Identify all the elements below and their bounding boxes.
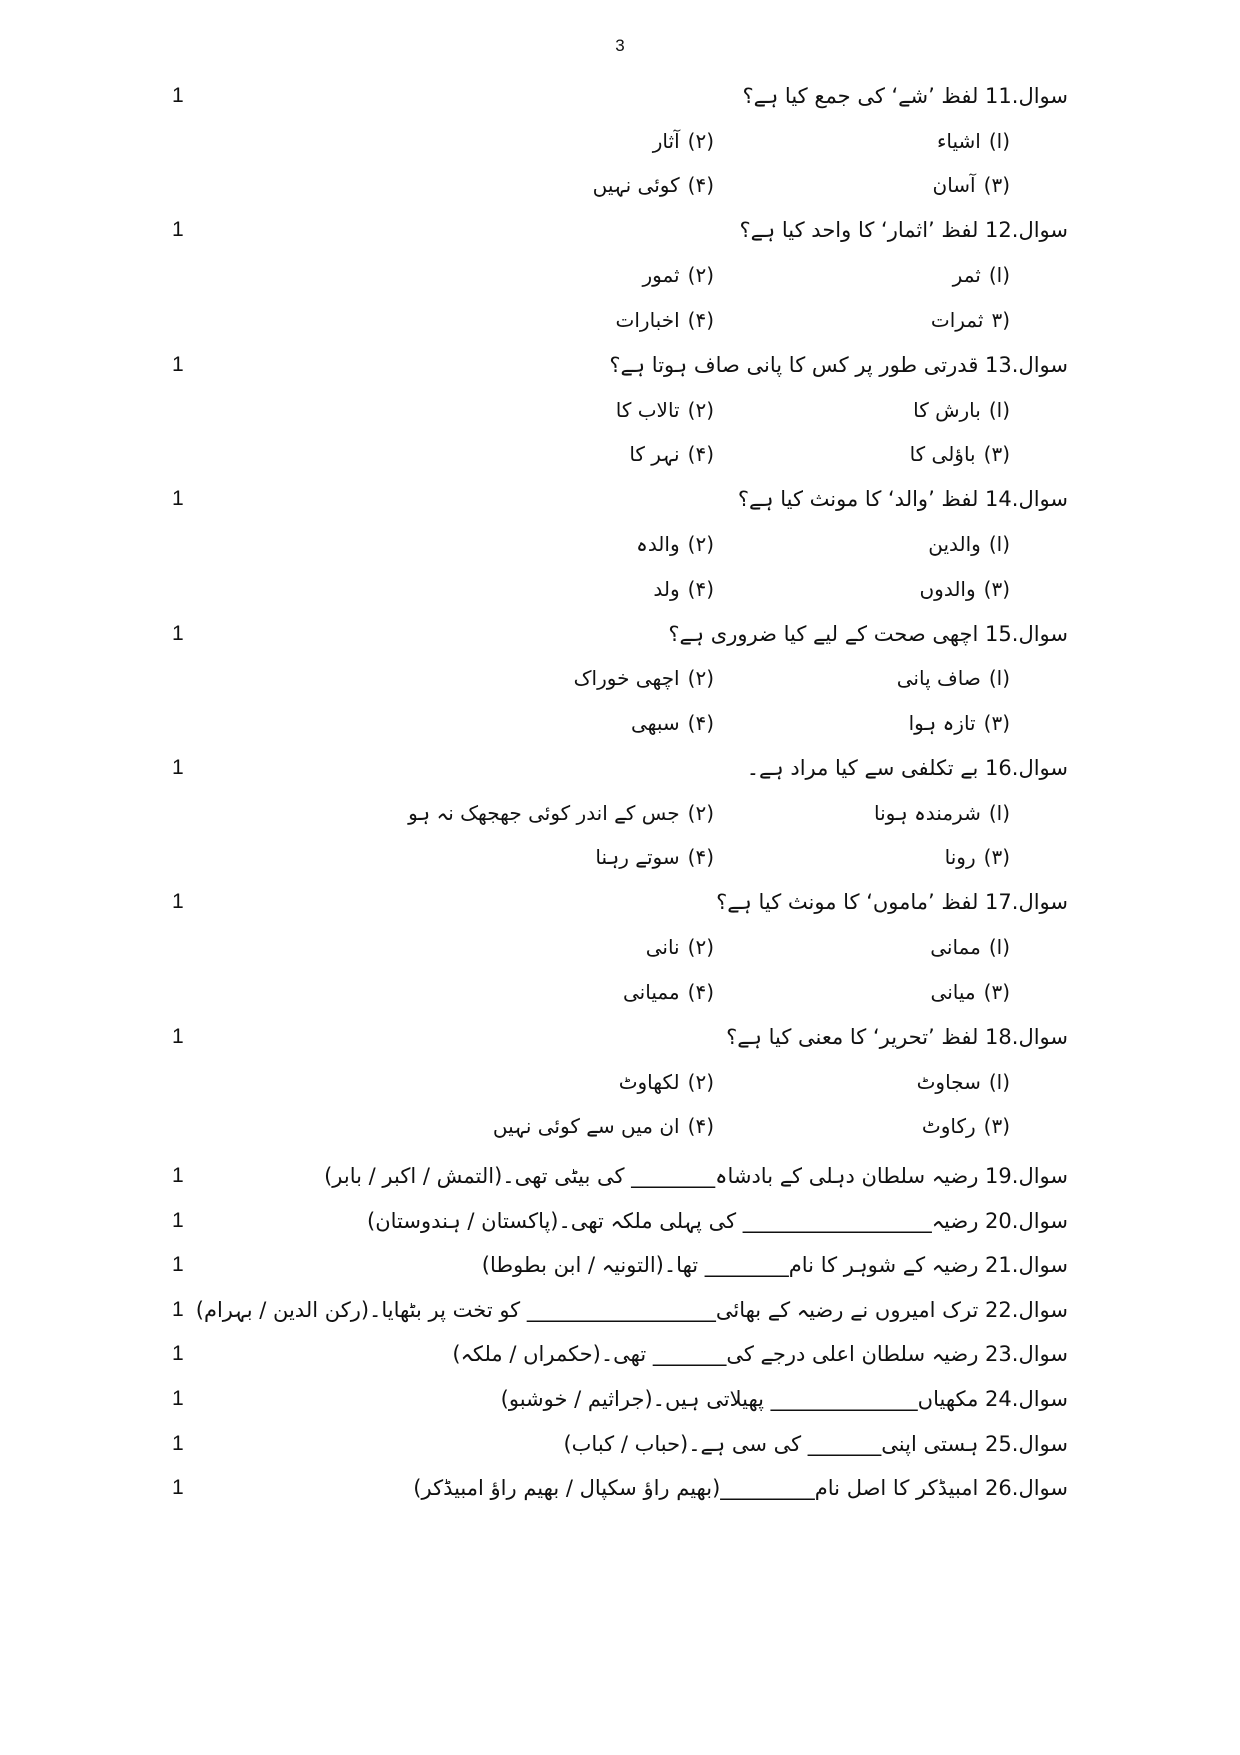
options-row — [0, 573, 1240, 613]
option-number: (ا) — [988, 128, 1010, 153]
option-3 — [945, 841, 1010, 873]
option-text: اچھی خوراک — [573, 666, 680, 691]
option-2 — [619, 1066, 714, 1098]
option-number: (۳) — [983, 1114, 1010, 1139]
marks-value: 1 — [172, 1253, 184, 1277]
option-number: (ا) — [988, 531, 1010, 556]
option-text: ثمر — [952, 263, 981, 288]
option-number: (۴) — [687, 576, 714, 601]
page-number: 3 — [615, 36, 625, 55]
fill-question-text: سوال.23 رضیہ سلطان اعلی درجے کی_______ تھی۔(حکمراں / ملکہ) — [452, 1342, 1068, 1367]
marks-value: 1 — [172, 1208, 184, 1232]
option-text: ممیانی — [622, 979, 680, 1004]
option-text: لکھاوٹ — [618, 1069, 680, 1094]
option-number: (۳) — [983, 711, 1010, 735]
option-number: (ا) — [988, 397, 1010, 422]
option-1 — [928, 528, 1010, 560]
option-2 — [646, 931, 714, 963]
options-row — [0, 797, 1240, 837]
options-row — [0, 931, 1240, 971]
option-text: صاف پانی — [896, 666, 981, 691]
option-text: تالاب کا — [615, 397, 680, 422]
question-text: سوال.17 لفظ ’ماموں‘ کا مونث کیا ہے؟ — [716, 890, 1068, 915]
option-number: (۴) — [687, 307, 714, 332]
question-row — [0, 214, 1240, 254]
fill-question-row — [0, 1338, 1240, 1378]
question-row — [0, 483, 1240, 523]
option-number: (ا) — [988, 1069, 1010, 1094]
option-text: والدین — [928, 531, 981, 556]
question-row — [0, 618, 1240, 658]
question-text: سوال.11 لفظ ’شے‘ کی جمع کیا ہے؟ — [742, 84, 1068, 108]
marks-value: 1 — [172, 756, 184, 779]
option-number: (۳) — [983, 442, 1010, 467]
marks-value: 1 — [172, 890, 184, 914]
option-1 — [897, 662, 1010, 694]
option-text: ثمرات — [930, 307, 984, 332]
option-number: (۳ — [991, 307, 1010, 332]
option-text: نہر کا — [629, 442, 680, 467]
marks-value: 1 — [172, 1297, 184, 1321]
option-1 — [917, 1066, 1010, 1098]
marks-value: 1 — [172, 621, 184, 645]
fill-question-row — [0, 1205, 1240, 1245]
options-row — [0, 438, 1240, 478]
option-number: (۳) — [983, 979, 1010, 1004]
marks-value: 1 — [172, 1476, 184, 1500]
options-row — [0, 169, 1240, 209]
option-4 — [653, 573, 714, 605]
option-number: (۲) — [687, 128, 714, 153]
fill-question-text: سوال.21 رضیہ کے شوہر کا نام________ تھا۔(التونیہ / ابن بطوطا) — [481, 1253, 1068, 1278]
question-row — [0, 752, 1240, 792]
fill-question-row — [0, 1160, 1240, 1200]
options-row — [0, 662, 1240, 702]
option-text: جس کے اندر کوئی جھجھک نہ ہو — [408, 800, 680, 825]
option-4 — [593, 169, 714, 201]
option-text: میانی — [930, 979, 976, 1004]
options-row — [0, 707, 1240, 747]
marks-value: 1 — [172, 1431, 184, 1455]
option-3 — [922, 1110, 1010, 1142]
marks-value: 1 — [172, 487, 184, 511]
option-number: (۲) — [687, 800, 714, 825]
question-text: سوال.14 لفظ ’والد‘ کا مونث کیا ہے؟ — [737, 487, 1068, 512]
option-3 — [909, 707, 1010, 739]
option-text: رکاوٹ — [921, 1114, 976, 1139]
option-3 — [910, 438, 1010, 470]
option-2 — [408, 797, 714, 829]
option-text: باؤلی کا — [909, 442, 976, 467]
fill-question-text: سوال.26 امبیڈکر کا اصل نام_________(بھیم راؤ سکپال / بھیم راؤ امبیڈکر) — [413, 1476, 1068, 1501]
question-row — [0, 80, 1240, 120]
question-row — [0, 349, 1240, 389]
option-2 — [643, 259, 715, 291]
option-text: والدوں — [919, 576, 976, 601]
fill-question-text: سوال.24 مکھیاں______________ پھیلاتی ہیں۔(جراثیم / خوشبو) — [500, 1387, 1068, 1411]
option-text: شرمندہ ہونا — [874, 800, 981, 825]
option-number: (۴) — [687, 442, 714, 467]
option-2 — [653, 125, 714, 157]
option-number: (۴) — [687, 711, 714, 735]
option-text: آثار — [652, 128, 680, 153]
options-row — [0, 841, 1240, 881]
option-2 — [636, 528, 714, 560]
options-row — [0, 1110, 1240, 1150]
option-3 — [931, 976, 1010, 1008]
option-text: نانی — [645, 935, 680, 960]
question-row — [0, 886, 1240, 926]
fill-question-row — [0, 1383, 1240, 1423]
question-text: سوال.15 اچھی صحت کے لیے کیا ضروری ہے؟ — [668, 621, 1068, 646]
option-1 — [913, 394, 1010, 426]
question-text: سوال.13 قدرتی طور پر کس کا پانی صاف ہوتا ہے؟ — [609, 352, 1068, 377]
option-text: کوئی نہیں — [592, 173, 680, 198]
option-4 — [616, 304, 714, 336]
options-row — [0, 1066, 1240, 1106]
option-4 — [595, 841, 714, 873]
question-text: سوال.18 لفظ ’تحریر‘ کا معنی کیا ہے؟ — [726, 1024, 1068, 1049]
fill-question-text: سوال.22 ترک امیروں نے رضیہ کے بھائی__________________ کو تخت پر بٹھایا۔(رکن الدین / بہرام) — [195, 1297, 1068, 1322]
option-text: ممانی — [930, 935, 981, 960]
marks-value: 1 — [172, 1164, 184, 1187]
option-text: سبھی — [630, 711, 680, 735]
option-1 — [930, 931, 1010, 963]
option-1 — [937, 125, 1010, 157]
option-1 — [874, 797, 1010, 829]
option-number: (۲) — [687, 1069, 714, 1094]
option-text: سجاوٹ — [916, 1069, 981, 1094]
option-number: (ا) — [988, 666, 1010, 691]
option-3 — [931, 304, 1010, 336]
fill-question-text: سوال.25 ہستی اپنی_______ کی سی ہے۔(حباب / کباب) — [563, 1431, 1068, 1456]
option-number: (۲) — [687, 935, 714, 960]
option-text: ان میں سے کوئی نہیں — [492, 1114, 680, 1139]
option-number: (۳) — [983, 173, 1010, 198]
marks-value: 1 — [172, 84, 184, 107]
option-text: آسان — [932, 173, 976, 198]
option-4 — [623, 976, 714, 1008]
option-2 — [574, 662, 714, 694]
marks-value: 1 — [172, 1387, 184, 1410]
option-number: (۴) — [687, 979, 714, 1004]
option-text: ولد — [653, 576, 680, 601]
option-1 — [953, 259, 1010, 291]
option-text: رونا — [944, 845, 976, 870]
option-number: (۴) — [687, 845, 714, 870]
question-text: سوال.12 لفظ ’اثمار‘ کا واحد کیا ہے؟ — [739, 218, 1068, 243]
option-number: (۴) — [687, 1114, 714, 1139]
question-row — [0, 1021, 1240, 1061]
option-text: سوتے رہنا — [595, 845, 680, 870]
options-row — [0, 528, 1240, 568]
marks-value: 1 — [172, 1342, 184, 1366]
question-text: سوال.16 بے تکلفی سے کیا مراد ہے۔ — [746, 756, 1068, 780]
fill-question-row — [0, 1428, 1240, 1468]
option-4 — [493, 1110, 714, 1142]
option-text: بارش کا — [913, 397, 981, 422]
option-number: (۳) — [983, 845, 1010, 870]
option-text: اخبارات — [615, 307, 680, 332]
option-text: اشیاء — [936, 128, 981, 153]
options-row — [0, 976, 1240, 1016]
options-row — [0, 304, 1240, 344]
option-number: (۴) — [687, 173, 714, 198]
option-3 — [919, 573, 1010, 605]
option-3 — [933, 169, 1010, 201]
option-number: (۲) — [687, 263, 714, 288]
option-text: تازہ ہوا — [908, 711, 976, 735]
options-row — [0, 125, 1240, 165]
option-text: ثمور — [642, 263, 680, 288]
fill-question-row — [0, 1294, 1240, 1334]
fill-question-text: سوال.19 رضیہ سلطان دہلی کے بادشاہ________ کی بیٹی تھی۔(التمش / اکبر / بابر) — [324, 1164, 1068, 1188]
option-2 — [616, 394, 714, 426]
option-number: (۲) — [687, 666, 714, 691]
option-number: (۲) — [687, 531, 714, 556]
fill-question-text: سوال.20 رضیہ__________________ کی پہلی ملکہ تھی۔(پاکستان / ہندوستان) — [367, 1208, 1068, 1233]
option-number: (۳) — [983, 576, 1010, 601]
option-number: (ا) — [988, 800, 1010, 825]
option-4 — [629, 438, 714, 470]
option-4 — [631, 707, 714, 739]
fill-question-row — [0, 1249, 1240, 1289]
option-number: (۲) — [687, 397, 714, 422]
marks-value: 1 — [172, 218, 184, 242]
option-text: والدہ — [636, 531, 680, 556]
fill-question-row — [0, 1472, 1240, 1512]
marks-value: 1 — [172, 352, 184, 376]
option-number: (ا) — [988, 935, 1010, 960]
options-row — [0, 259, 1240, 299]
option-number: (ا) — [988, 263, 1010, 288]
options-row — [0, 394, 1240, 434]
marks-value: 1 — [172, 1024, 184, 1048]
